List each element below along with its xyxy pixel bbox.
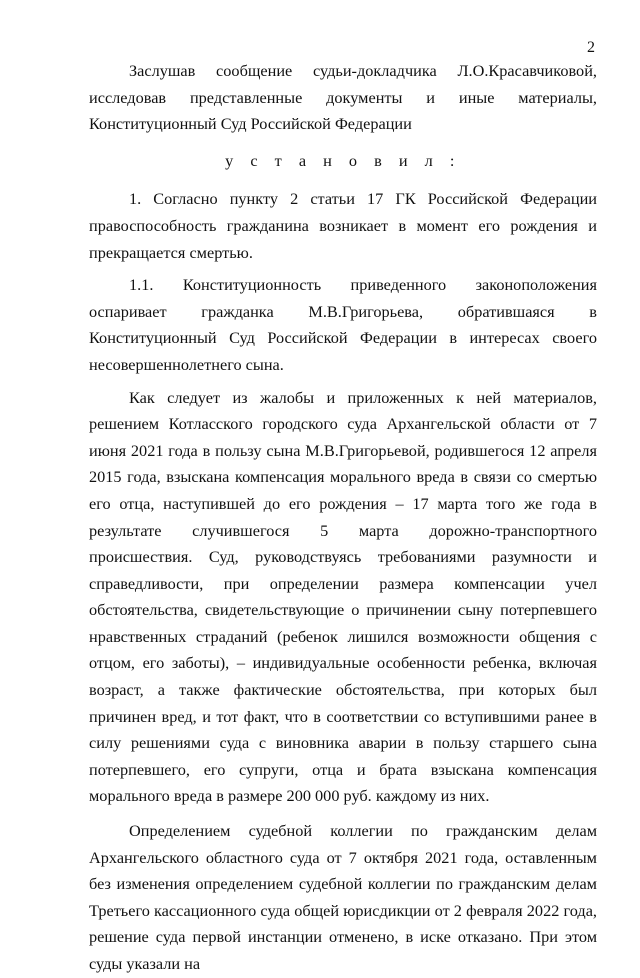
paragraph-1-1: 1.1. Конституционность приведенного законоположения оспаривает гражданка М.В.Григорьева, обратившаяся в Конституционный Суд Российской Федерации в интересах своего несовершеннолетнего сына.	[89, 275, 597, 374]
paragraph-facts: Как следует из жалобы и приложенных к ней материалов, решением Котласского городского суда Архангельской области от 7 июня 2021 года в пользу сына М.В.Григорьевой, родившегося 12 апреля 2015 года, взыскана компенсация морального вреда в связи со смертью его отца, наступившей до его рождения – 17 марта того же года в результате случившегося 5 марта дорожно-транспортного происшествия. Суд, руководствуясь требованиями разумности и справедливости, при определении размера компенсации учел обстоятельства, свидетельствующие о причинении сыну потерпевшего нравственных страданий (ребенок лишился возможности общения с отцом, его заботы), – индивидуальные особенности ребенка, включая возраст, а также фактические обстоятельства, при которых был причинен вред, и тот факт, что в соответствии со вступившими ранее в силу решениями суда с виновника аварии в пользу старшего сына потерпевшего, его супруги, отца и брата взыскана компенсация морального вреда в размере 200 000 руб. каждому из них.	[89, 387, 597, 806]
paragraph-1: 1. Согласно пункту 2 статьи 17 ГК Российской Федерации правоспособность гражданина возникает в момент его рождения и прекращается смертью.	[89, 189, 597, 262]
page-number: 2	[587, 39, 595, 56]
ruling-heading: у с т а н о в и л :	[225, 150, 461, 170]
document-body	[89, 58, 597, 978]
intro-paragraph: Заслушав сообщение судьи-докладчика Л.О.Красавчиковой, исследовав представленные документы и иные материалы, Конституционный Суд Российской Федерации	[89, 61, 597, 134]
paragraph-appeal: Определением судебной коллегии по гражданским делам Архангельского областного суда от 7 октября 2021 года, оставленным без изменения определением судебной коллегии по гражданским делам Третьего кассационного суда общей юрисдикции от 2 февраля 2022 года, решение суда первой инстанции отменено, в иске отказано. При этом суды указали на	[89, 821, 597, 973]
